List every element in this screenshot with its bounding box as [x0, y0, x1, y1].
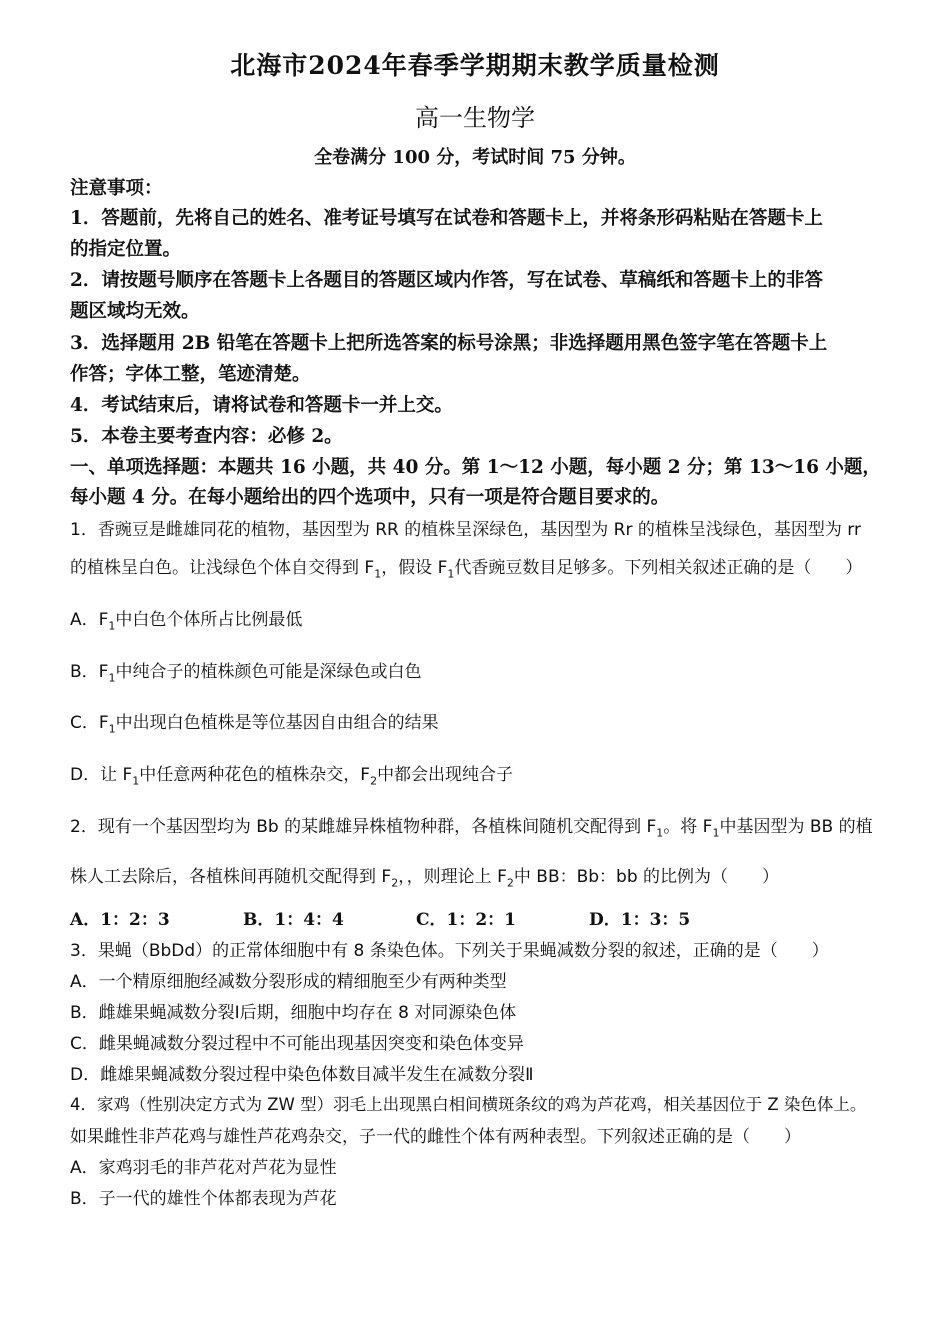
q2-option-a: A．1：2：3: [70, 910, 170, 930]
q1-text: 代香豌豆数目足够多。下列相关叙述正确的是（ ）: [454, 558, 863, 578]
subscript: 1: [108, 671, 116, 685]
page-subtitle: 高一生物学: [415, 104, 535, 132]
q1-text: ，假设 F: [381, 558, 448, 578]
q1-option-d: [70, 760, 513, 787]
subscript: 1: [108, 722, 116, 736]
q2-text: 中基因型为 BB 的植: [719, 817, 873, 837]
notes-line: 的指定位置。: [70, 239, 182, 260]
q2-option-d: D．1：3：5: [589, 910, 691, 930]
subscript: 2: [391, 876, 399, 890]
opt-text: 中都会出现纯合子: [377, 765, 514, 785]
q2-text: ，，则理论上 F: [398, 867, 507, 887]
q2-option-c: C．1：2：1: [416, 910, 517, 930]
q1-option-c: [70, 708, 439, 735]
opt-text: 中任意两种花色的植株杂交，F: [139, 765, 371, 785]
subscript: 1: [447, 567, 455, 581]
opt-text: B．F: [70, 662, 109, 682]
subscript: 1: [132, 774, 140, 788]
q2-options-row: [70, 905, 762, 930]
question-1-stem-cont: [70, 553, 862, 580]
notes-line: 1．答题前，先将自己的姓名、准考证号填写在试卷和答题卡上，并将条形码粘贴在答题卡上: [70, 208, 823, 229]
q2-option-b: B．1：4：4: [243, 910, 344, 930]
question-4-stem: 4．家鸡（性别决定方式为 ZW 型）羽毛上出现黑白相间横斑条纹的鸡为芦花鸡，相关基因位于 Z 染色体上。: [70, 1095, 867, 1114]
score-line: 全卷满分 100 分，考试时间 75 分钟。: [314, 147, 636, 168]
q2-text: 中 BB：Bb：bb 的比例为（ ）: [513, 867, 780, 887]
notes-line: 5．本卷主要考查内容：必修 2。: [70, 426, 343, 447]
opt-text: 中出现白色植株是等位基因自由组合的结果: [115, 713, 439, 733]
page-title: 北海市2024年春季学期期末教学质量检测: [230, 51, 720, 80]
q4-option-a: A．家鸡羽毛的非芦花对芦花为显性: [70, 1158, 337, 1178]
question-3-stem: 3．果蝇（BbDd）的正常体细胞中有 8 条染色体。下列关于果蝇减数分裂的叙述，正确的是（ ）: [70, 941, 829, 961]
question-2-stem-cont: [70, 862, 779, 889]
subscript: 1: [374, 567, 382, 581]
subscript: 1: [108, 619, 116, 633]
q3-option-d: D．雌雄果蝇减数分裂过程中染色体数目减半发生在减数分裂Ⅱ: [70, 1065, 534, 1085]
q1-text: 的植株呈白色。让浅绿色个体自交得到 F: [70, 558, 375, 578]
notes-line: 题区域均无效。: [70, 301, 200, 322]
opt-text: 中纯合子的植株颜色可能是深绿色或白色: [115, 662, 422, 682]
q1-option-b: [70, 657, 421, 684]
section-heading-line: 一、单项选择题：本题共 16 小题，共 40 分。第 1～12 小题，每小题 2 分；第 13～16 小题，: [70, 457, 881, 478]
subscript: 2: [506, 876, 514, 890]
opt-text: 中白色个体所占比例最低: [115, 610, 303, 630]
notes-line: 作答；字体工整，笔迹清楚。: [70, 364, 311, 385]
section-heading-line: 每小题 4 分。在每小题给出的四个选项中，只有一项是符合题目要求的。: [70, 487, 670, 508]
q3-option-b: B．雌雄果蝇减数分裂Ⅰ后期，细胞中均存在 8 对同源染色体: [70, 1003, 517, 1023]
q3-option-c: C．雌果蝇减数分裂过程中不可能出现基因突变和染色体变异: [70, 1034, 524, 1054]
notes-heading: 注意事项：: [70, 178, 163, 199]
opt-text: C．F: [70, 713, 109, 733]
subscript: 1: [712, 826, 720, 840]
notes-line: 3．选择题用 2B 铅笔在答题卡上把所选答案的标号涂黑；非选择题用黑色签字笔在答题卡上: [70, 333, 828, 354]
opt-text: D．让 F: [70, 765, 133, 785]
notes-line: 2．请按题号顺序在答题卡上各题目的答题区域内作答，写在试卷、草稿纸和答题卡上的非答: [70, 270, 823, 291]
subscript: 1: [656, 826, 664, 840]
opt-text: A．F: [70, 610, 109, 630]
subscript: 2: [370, 774, 378, 788]
question-4-stem-cont: 如果雌性非芦花鸡与雄性芦花鸡杂交，子一代的雌性个体有两种表型。下列叙述正确的是（ ）: [70, 1127, 801, 1147]
q3-option-a: A．一个精原细胞经减数分裂形成的精细胞至少有两种类型: [70, 972, 507, 992]
notes-line: 4．考试结束后，请将试卷和答题卡一并上交。: [70, 395, 453, 416]
q1-option-a: [70, 605, 302, 632]
q2-text: 2．现有一个基因型均为 Bb 的某雌雄异株植物种群，各植株间随机交配得到 F: [70, 817, 657, 837]
q2-text: 。将 F: [663, 817, 713, 837]
question-2-stem: [70, 812, 873, 839]
q4-option-b: B．子一代的雄性个体都表现为芦花: [70, 1189, 337, 1209]
q2-text: 株人工去除后，各植株间再随机交配得到 F: [70, 867, 392, 887]
question-1-stem: 1．香豌豆是雌雄同花的植物，基因型为 RR 的植株呈深绿色，基因型为 Rr 的植株呈浅绿色，基因型为 rr: [70, 520, 861, 540]
